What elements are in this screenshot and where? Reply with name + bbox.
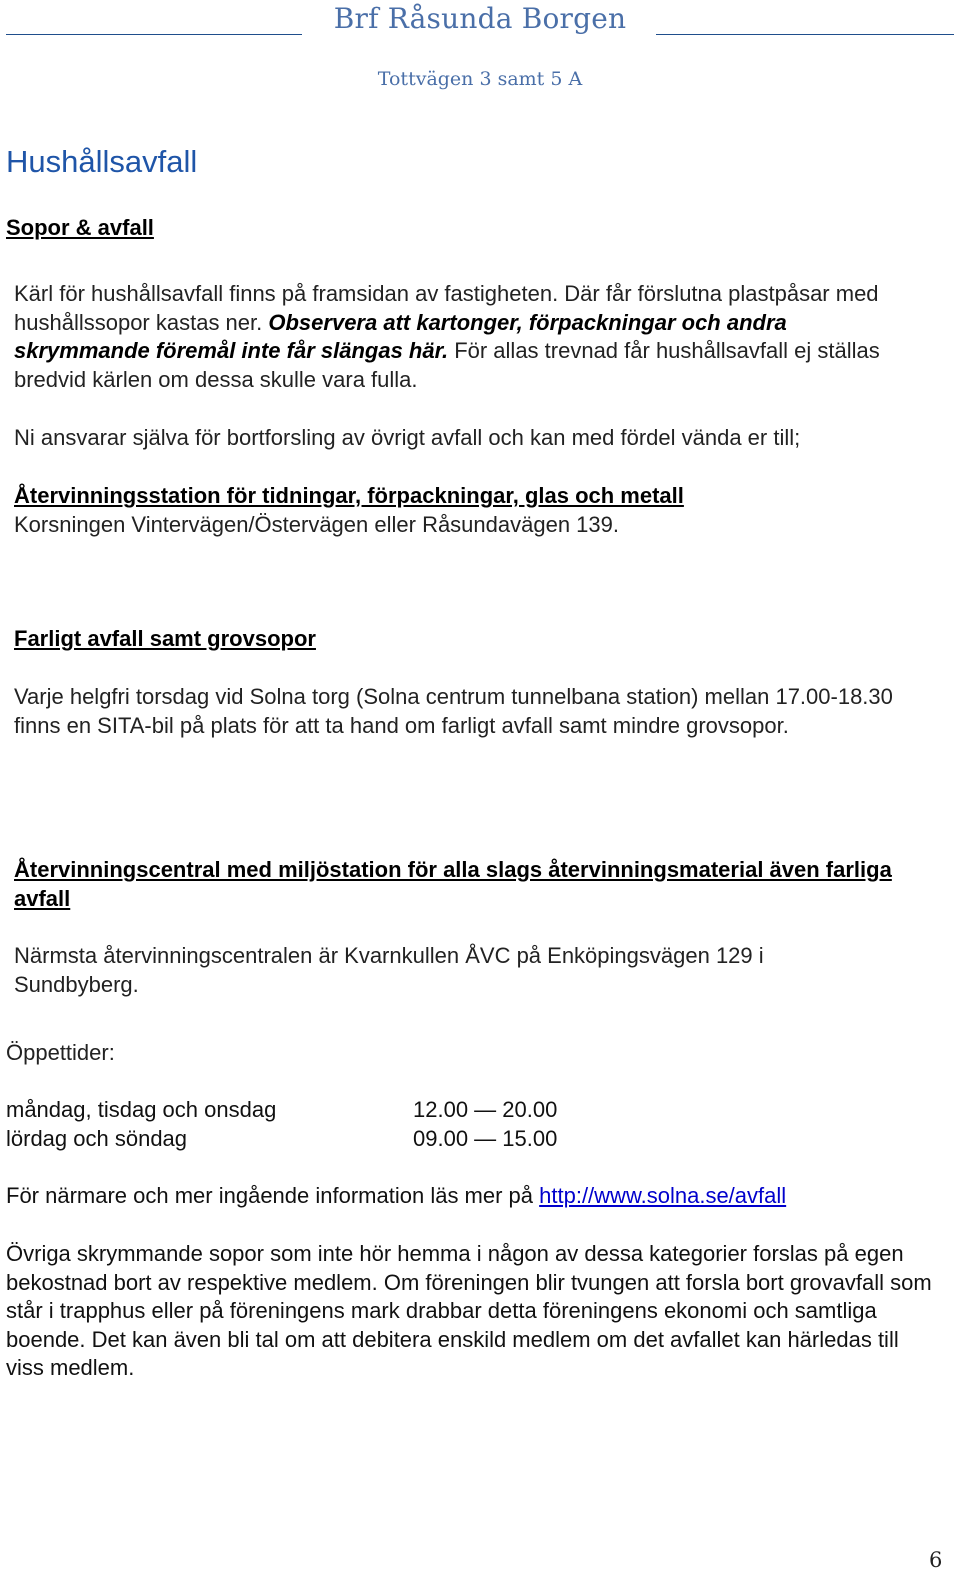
central-text: Närmsta återvinningscentralen är Kvarnkullen ÅVC på Enköpingsvägen 129 i Sundbyberg. <box>14 943 764 997</box>
hours-time: 12.00 — 20.00 <box>413 1097 558 1122</box>
bulky-waste-paragraph: Övriga skrymmande sopor som inte hör hemma i någon av dessa kategorier forslas på egen bekostnad bort av respektive medlem. Om föreningen blir tvungen att forsla bort grovavfall som står i trapphus eller på föreningens mark drabbar detta föreningens ekonomi och samtliga boende. Det kan även bli tal om att debitera enskild medlem om det avfallet kan härledas till viss medlem. <box>6 1241 932 1381</box>
hazard-heading: Farligt avfall samt grovsopor <box>14 626 316 651</box>
recycling-heading: Återvinningsstation för tidningar, förpackningar, glas och metall <box>14 483 684 508</box>
solna-avfall-link[interactable]: http://www.solna.se/avfall <box>539 1183 787 1208</box>
hazard-text: Varje helgfri torsdag vid Solna torg (Solna centrum tunnelbana station) mellan 17.00-18.30 finns en SITA-bil på plats för att ta hand om farligt avfall samt mindre grovsopor. <box>14 684 893 738</box>
section-heading: Sopor & avfall <box>6 215 154 240</box>
more-info-text: För närmare och mer ingående information läs mer på <box>6 1183 540 1208</box>
p1-intro: Kärl för hushållsavfall finns på framsidan av fastigheten. Där får förslutna plastpåsar med hushållssopor kastas ner. <box>14 281 879 335</box>
page-title: Hushållsavfall <box>6 144 198 179</box>
responsibility-paragraph: Ni ansvarar själva för bortforsling av övrigt avfall och kan med fördel vända er till; <box>14 425 801 450</box>
hours-time: 09.00 — 15.00 <box>413 1126 558 1151</box>
p1-outro: För allas trevnad får hushållsavfall ej ställas bredvid kärlen om dessa skulle vara fulla. <box>14 338 880 392</box>
more-info-line <box>6 1182 946 1211</box>
hours-label: Öppettider: <box>6 1040 115 1065</box>
header-subtitle: Tottvägen 3 samt 5 A <box>377 68 583 90</box>
household-waste-paragraph <box>14 280 914 394</box>
hours-days: lördag och söndag <box>6 1126 188 1151</box>
hours-days: måndag, tisdag och onsdag <box>6 1097 277 1122</box>
page-number: 6 <box>929 1548 943 1572</box>
recycling-text: Korsningen Vintervägen/Östervägen eller Råsundavägen 139. <box>14 512 619 537</box>
header-title: Brf Råsunda Borgen <box>333 2 627 35</box>
p1-warning: Observera att kartonger, förpackningar och andra skrymmande föremål inte får slängas här. <box>14 309 787 364</box>
central-heading: Återvinningscentral med miljöstation för alla slags återvinningsmaterial även farliga avfall <box>14 857 892 911</box>
